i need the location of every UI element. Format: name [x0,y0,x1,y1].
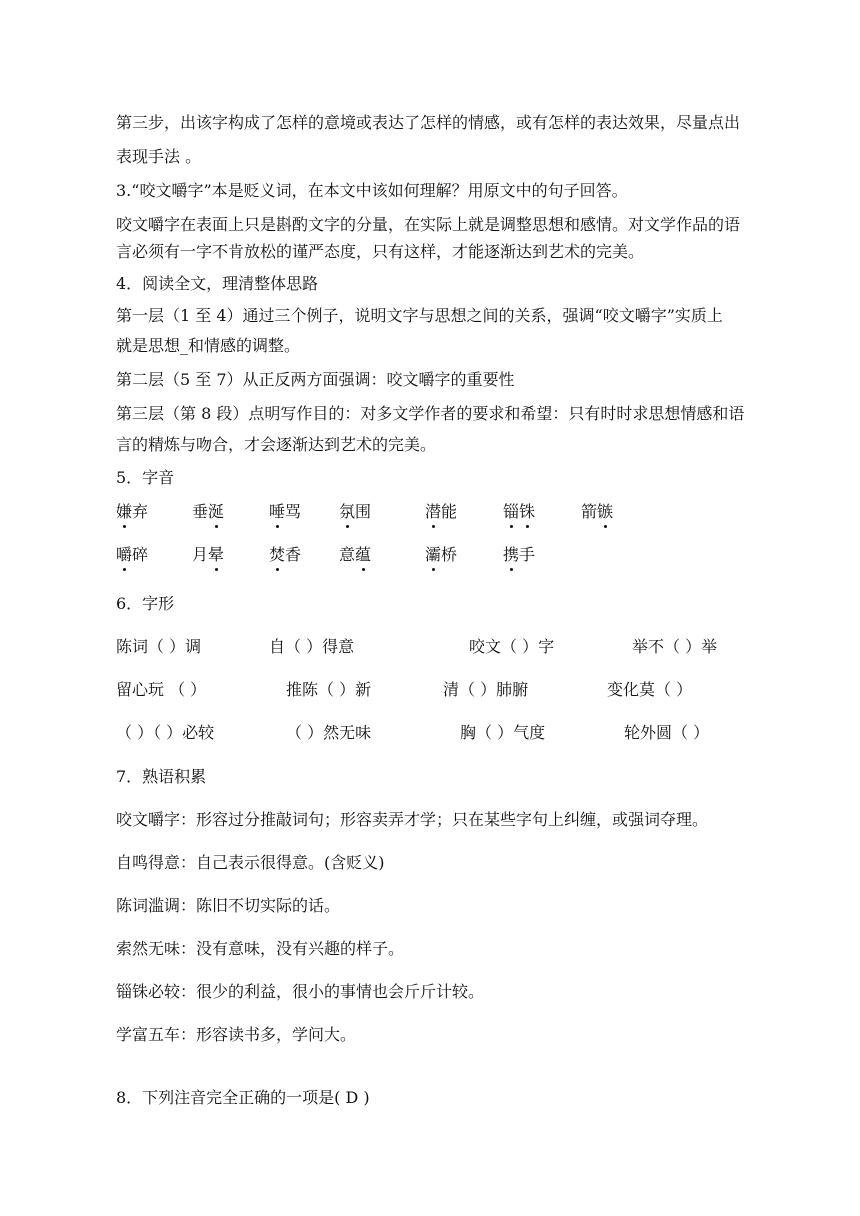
word-head: 月 [192,545,209,564]
word-rest: 弃 [132,502,149,521]
q3-question: 3.“咬文嚼字”本是贬义词，在本文中该如何理解？用原文中的句子回答。 [116,181,628,200]
fill-blank-item: （ ）（ ）必较 [116,723,215,742]
dotted-char: 晕 [208,545,225,564]
word-rest: 碎 [132,545,149,564]
idiom-entry: 陈词滥调：陈旧不切实际的话。 [116,896,341,915]
fill-blank-item: 推陈（ ）新 [286,680,372,699]
idiom-entry: 锱铢必较：很少的利益，很小的事情也会斤斤计较。 [116,982,485,1001]
dotted-char: 嚼 [116,545,133,564]
word-rest: 围 [355,502,372,521]
idiom-entry: 学富五车：形容读书多，学问大。 [116,1025,357,1044]
pron-word-7 [581,501,613,523]
fill-blank-item: 举不（ ）举 [632,637,718,656]
q8-question: 8．下列注音完全正确的一项是( D ) [116,1088,370,1107]
pron-word-13 [503,544,535,566]
dotted-char: 携 [503,545,520,564]
pron-word-1 [116,501,148,523]
fill-blank-item: 陈词（ ）调 [116,637,202,656]
dotted-char: 焚 [269,545,286,564]
q3-answer-line1: 咬文嚼字在表面上只是斟酌文字的分量，在实际上就是调整思想和感情。对文学作品的语 [116,215,741,234]
pron-word-2 [192,501,224,523]
dotted-char: 潜 [425,502,442,521]
dotted-char: 蕴 [355,545,372,564]
pron-word-5 [425,501,457,523]
word-head: 箭 [581,502,598,521]
idiom-entry: 咬文嚼字：形容过分推敲词句；形容卖弄才学；只在某些字句上纠缠，或强词夺理。 [116,810,709,829]
dotted-char: 唾 [269,502,286,521]
step3-line1: 第三步，出该字构成了怎样的意境或表达了怎样的情感，或有怎样的表达效果，尽量点出 [116,113,741,132]
q7-heading: 7．熟语积累 [116,767,207,786]
q4-layer2: 第二层（5 至 7）从正反两方面强调：咬文嚼字的重要性 [116,370,515,389]
fill-blank-item: 胸（ ）气度 [460,723,546,742]
q4-heading: 4．阅读全文，理清整体思路 [116,274,319,293]
pron-word-10 [269,544,301,566]
pron-word-4 [339,501,371,523]
word-head: 意 [339,545,356,564]
q3-answer-line2: 言必须有一字不肯放松的谨严态度，只有这样，才能逐渐达到艺术的完美。 [116,242,645,261]
pron-word-8 [116,544,148,566]
step3-line2: 表现手法 。 [116,147,202,166]
q6-heading: 6．字形 [116,594,175,613]
pron-word-11 [339,544,371,566]
q5-heading: 5．字音 [116,468,175,487]
dotted-char: 涎 [208,502,225,521]
dotted-char: 铢 [519,502,536,521]
word-rest: 骂 [285,502,302,521]
word-rest: 能 [441,502,458,521]
word-head: 垂 [192,502,209,521]
word-rest: 手 [519,545,536,564]
fill-blank-item: 变化莫（ ） [607,680,693,699]
q4-layer1-line2: 就是思想_和情感的调整。 [116,336,301,355]
dotted-char: 锱 [503,502,520,521]
word-rest: 香 [285,545,302,564]
idiom-entry: 自鸣得意：自己表示很得意。(含贬义) [116,853,385,872]
pron-word-6 [503,501,535,523]
fill-blank-item: 轮外圆（ ） [624,723,710,742]
word-rest: 桥 [441,545,458,564]
fill-blank-item: 清（ ）肺腑 [443,680,529,699]
q4-layer3-line1: 第三层（第 8 段）点明写作目的：对多文学作者的要求和希望：只有时时求思想情感和语 [116,404,745,423]
dotted-char: 嫌 [116,502,133,521]
dotted-char: 氛 [339,502,356,521]
dotted-char: 灞 [425,545,442,564]
fill-blank-item: 留心玩 （ ） [116,680,207,699]
pron-word-3 [269,501,301,523]
fill-blank-item: 自（ ）得意 [269,637,355,656]
fill-blank-item: （ ）然无味 [286,723,372,742]
q4-layer3-line2: 言的精炼与吻合，才会逐渐达到艺术的完美。 [116,435,437,454]
fill-blank-item: 咬文（ ）字 [469,637,555,656]
pron-word-12 [425,544,457,566]
idiom-entry: 索然无味：没有意味，没有兴趣的样子。 [116,939,405,958]
dotted-char: 镞 [597,502,614,521]
q4-layer1-line1: 第一层（1 至 4）通过三个例子，说明文字与思想之间的关系，强调“咬文嚼字”实质上 [116,306,723,325]
pron-word-9 [192,544,224,566]
